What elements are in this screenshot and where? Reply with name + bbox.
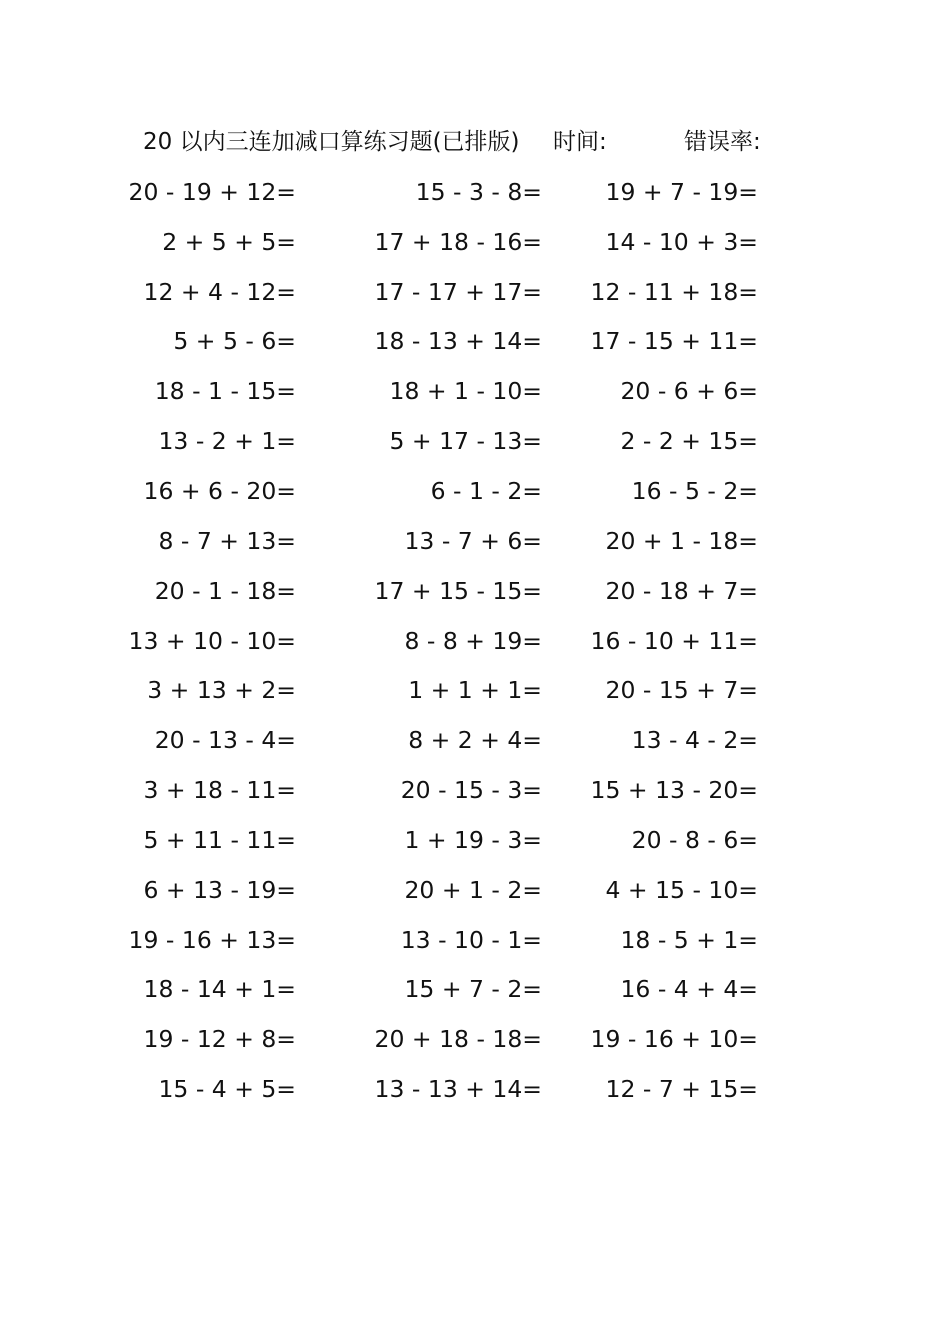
arithmetic-problem: 20 + 1 - 18= [605,526,758,555]
arithmetic-problem: 19 - 12 + 8= [143,1025,296,1054]
arithmetic-problem: 13 - 13 + 14= [374,1075,542,1104]
arithmetic-problem: 17 - 17 + 17= [374,277,542,306]
arithmetic-problem: 20 - 15 - 3= [400,776,542,805]
arithmetic-problem: 13 - 4 - 2= [631,726,758,755]
arithmetic-problem: 8 - 8 + 19= [404,626,542,655]
arithmetic-problem: 18 - 14 + 1= [143,975,296,1004]
arithmetic-problem: 15 - 4 + 5= [158,1075,296,1104]
arithmetic-problem: 16 - 5 - 2= [631,476,758,505]
arithmetic-problem: 17 - 15 + 11= [590,327,758,356]
arithmetic-problem: 17 + 18 - 16= [374,227,542,256]
arithmetic-problem: 8 - 7 + 13= [158,526,296,555]
arithmetic-problem: 13 - 2 + 1= [158,427,296,456]
arithmetic-problem: 18 + 1 - 10= [389,377,542,406]
arithmetic-problem: 6 + 13 - 19= [143,875,296,904]
arithmetic-problem: 20 - 1 - 18= [154,576,296,605]
arithmetic-problem: 20 - 8 - 6= [631,825,758,854]
arithmetic-problem: 12 - 7 + 15= [605,1075,758,1104]
arithmetic-problem: 2 - 2 + 15= [620,427,758,456]
error-rate-label: 错误率: [684,129,761,155]
arithmetic-problem: 8 + 2 + 4= [408,726,542,755]
arithmetic-problem: 12 + 4 - 12= [143,277,296,306]
arithmetic-problem: 13 - 10 - 1= [400,925,542,954]
arithmetic-problem: 16 + 6 - 20= [143,476,296,505]
arithmetic-problem: 19 - 16 + 13= [128,925,296,954]
worksheet-header [143,124,843,160]
arithmetic-problem: 20 - 15 + 7= [605,676,758,705]
arithmetic-problem: 5 + 11 - 11= [143,825,296,854]
arithmetic-problem: 20 - 18 + 7= [605,576,758,605]
arithmetic-problem: 20 - 6 + 6= [620,377,758,406]
arithmetic-problem: 3 + 13 + 2= [147,676,296,705]
arithmetic-problem: 5 + 17 - 13= [389,427,542,456]
arithmetic-problem: 1 + 1 + 1= [408,676,542,705]
arithmetic-problem: 2 + 5 + 5= [162,227,296,256]
problem-grid [125,167,815,1114]
arithmetic-problem: 1 + 19 - 3= [404,825,542,854]
arithmetic-problem: 16 - 10 + 11= [590,626,758,655]
arithmetic-problem: 15 + 7 - 2= [404,975,542,1004]
arithmetic-problem: 12 - 11 + 18= [590,277,758,306]
arithmetic-problem: 18 - 1 - 15= [154,377,296,406]
arithmetic-problem: 19 + 7 - 19= [605,177,758,206]
arithmetic-problem: 15 + 13 - 20= [590,776,758,805]
arithmetic-problem: 20 - 13 - 4= [154,726,296,755]
arithmetic-problem: 13 + 10 - 10= [128,626,296,655]
arithmetic-problem: 5 + 5 - 6= [173,327,296,356]
worksheet-title: 20 以内三连加减口算练习题(已排版) [143,129,520,155]
arithmetic-problem: 17 + 15 - 15= [374,576,542,605]
arithmetic-problem: 13 - 7 + 6= [404,526,542,555]
arithmetic-problem: 3 + 18 - 11= [143,776,296,805]
arithmetic-problem: 20 - 19 + 12= [128,177,296,206]
arithmetic-problem: 18 - 5 + 1= [620,925,758,954]
arithmetic-problem: 19 - 16 + 10= [590,1025,758,1054]
arithmetic-problem: 20 + 1 - 2= [404,875,542,904]
arithmetic-problem: 4 + 15 - 10= [605,875,758,904]
arithmetic-problem: 16 - 4 + 4= [620,975,758,1004]
arithmetic-problem: 15 - 3 - 8= [415,177,542,206]
arithmetic-problem: 6 - 1 - 2= [430,476,542,505]
time-label: 时间: [553,129,607,155]
arithmetic-problem: 14 - 10 + 3= [605,227,758,256]
arithmetic-problem: 20 + 18 - 18= [374,1025,542,1054]
arithmetic-problem: 18 - 13 + 14= [374,327,542,356]
